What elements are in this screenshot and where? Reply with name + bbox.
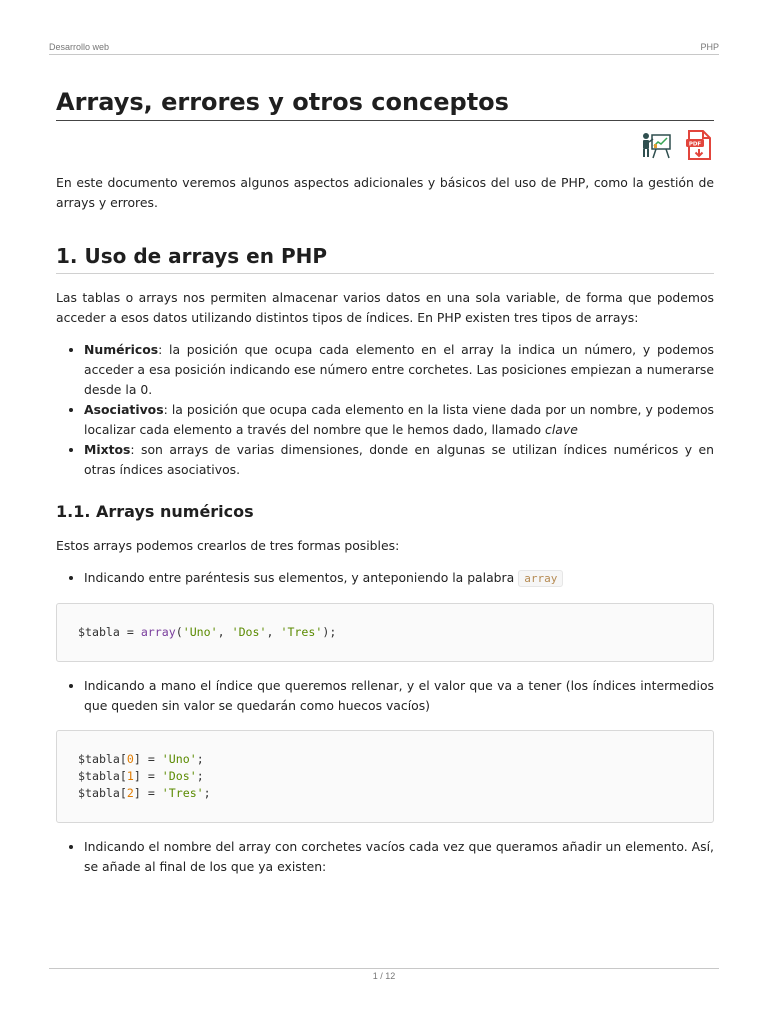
list-item bbox=[84, 400, 714, 440]
running-header bbox=[49, 42, 719, 55]
term-asociativos: Asociativos bbox=[84, 402, 164, 417]
page-footer bbox=[49, 968, 719, 981]
code-line: $tabla[0] = 'Uno'; bbox=[78, 752, 204, 766]
list-item-text: : la posición que ocupa cada elemento en el array la indica un número, y podemos acceder a esa posición indicando ese número entre corchetes. Las posiciones empiezan a numerarse desde la 0. bbox=[84, 342, 714, 397]
list-item: • Indicando a mano el índice que queremos rellenar, y el valor que va a tener (los índices intermedios que queden sin valor se quedarán como huecos vacíos) bbox=[84, 676, 714, 716]
page-title: Arrays, errores y otros conceptos bbox=[56, 84, 714, 121]
code-line: $tabla = array('Uno', 'Dos', 'Tres'); bbox=[78, 625, 337, 639]
code-block-1 bbox=[56, 603, 714, 662]
list-item-text: Indicando entre paréntesis sus elementos, y anteponiendo la palabra bbox=[84, 570, 515, 585]
list-item-text: : son arrays de varias dimensiones, donde en algunas se utilizan índices numéricos y en otras índices asociativos. bbox=[84, 442, 714, 477]
list-item bbox=[84, 340, 714, 400]
document-content bbox=[56, 84, 714, 877]
section-1-1-paragraph: Estos arrays podemos crearlos de tres formas posibles: bbox=[56, 538, 400, 553]
intro-paragraph: En este documento veremos algunos aspectos adicionales y básicos del uso de PHP, como la gestión de arrays y errores. bbox=[56, 175, 714, 210]
list-item: • Indicando el nombre del array con corchetes vacíos cada vez que queramos añadir un elemento. Así, se añade al final de los que ya existen: bbox=[84, 837, 714, 877]
code-line: $tabla[2] = 'Tres'; bbox=[78, 786, 211, 800]
section-1-paragraph: Las tablas o arrays nos permiten almacenar varios datos en una sola variable, de forma que podemos acceder a esos datos utilizando distintos tipos de índices. En PHP existen tres tipos de arrays: bbox=[56, 290, 714, 325]
presentation-icon[interactable] bbox=[640, 129, 672, 161]
icon-bar bbox=[56, 121, 714, 165]
header-left-text: Desarrollo web bbox=[49, 42, 110, 52]
term-clave: clave bbox=[545, 422, 578, 437]
list-item bbox=[84, 568, 714, 589]
creation-methods-list-1 bbox=[56, 568, 714, 589]
svg-text:PDF: PDF bbox=[688, 141, 702, 148]
list-item bbox=[84, 440, 714, 480]
inline-code-array: array bbox=[518, 570, 563, 587]
term-mixtos: Mixtos bbox=[84, 442, 131, 457]
code-line: $tabla[1] = 'Dos'; bbox=[78, 769, 204, 783]
section-1-1-heading: 1.1. Arrays numéricos bbox=[56, 502, 254, 521]
term-numericos: Numéricos bbox=[84, 342, 159, 357]
code-block-2 bbox=[56, 730, 714, 823]
array-types-list bbox=[56, 340, 714, 480]
creation-methods-list-2 bbox=[56, 676, 714, 716]
creation-methods-list-3 bbox=[56, 837, 714, 877]
section-1-heading: 1. Uso de arrays en PHP bbox=[56, 241, 714, 274]
header-right-text: PHP bbox=[700, 42, 719, 52]
page-number: 1 / 12 bbox=[372, 971, 396, 981]
list-item-text: : la posición que ocupa cada elemento en la lista viene dada por un nombre, y podemos localizar cada elemento a través del nombre que le hemos dado, llamado bbox=[84, 402, 714, 437]
pdf-download-icon[interactable] bbox=[683, 129, 715, 161]
